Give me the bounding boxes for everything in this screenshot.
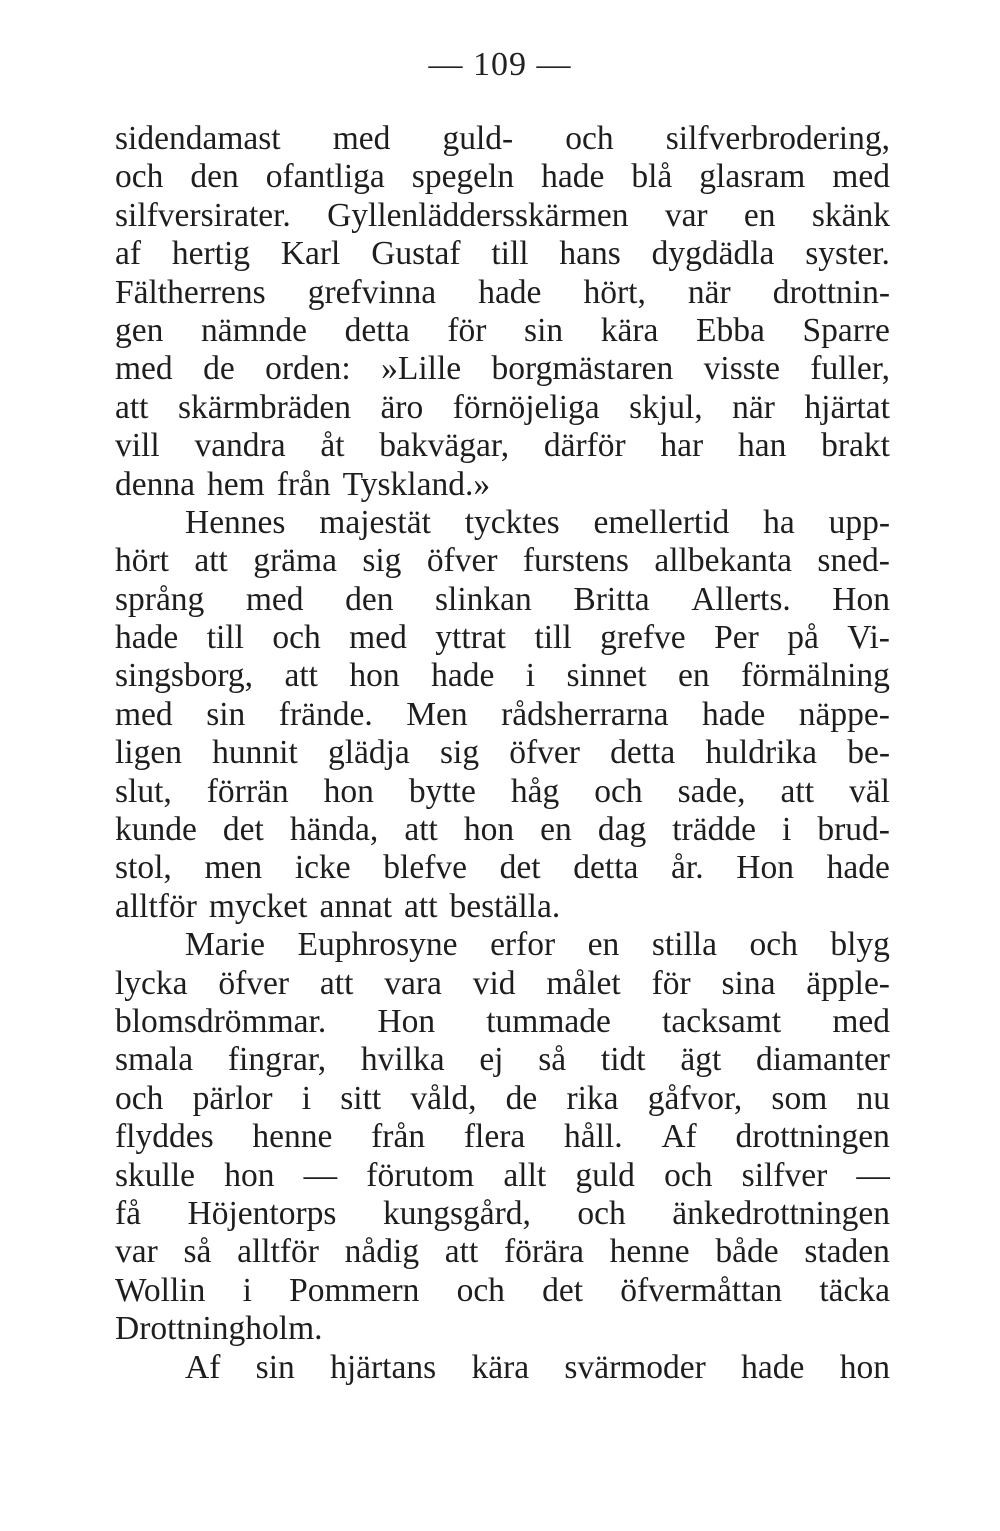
- word: hon: [463, 811, 515, 849]
- word: bytte: [408, 772, 476, 810]
- word: en: [587, 926, 620, 964]
- text-line: [115, 619, 890, 657]
- word: Britta: [573, 580, 650, 618]
- word: vandra: [194, 427, 286, 465]
- word: Gyllenläddersskärmen: [327, 196, 629, 234]
- word: det: [542, 1271, 584, 1309]
- word: flyddes: [115, 1118, 214, 1156]
- word: Marie: [185, 926, 265, 964]
- text-line: [115, 811, 890, 849]
- word: få: [115, 1194, 142, 1232]
- word: de: [203, 350, 235, 388]
- word: frände.: [278, 695, 373, 733]
- word: hade: [431, 657, 495, 695]
- word: öfvermåttan: [620, 1271, 783, 1309]
- word: rika: [566, 1079, 619, 1117]
- text-line: [115, 1195, 890, 1233]
- word: upp-: [828, 503, 890, 541]
- word: Höjentorps: [187, 1194, 337, 1232]
- word: alltför: [115, 887, 197, 925]
- word: dag: [597, 811, 647, 849]
- text-line: [115, 965, 890, 1003]
- word: från: [276, 465, 331, 503]
- word: gräma: [253, 542, 337, 580]
- word: denna: [115, 465, 195, 503]
- word: åt: [320, 427, 345, 465]
- word: hon: [349, 657, 400, 695]
- word: till: [206, 619, 244, 657]
- word: brud-: [817, 811, 890, 849]
- word: en: [743, 196, 776, 234]
- text-line: [115, 274, 890, 312]
- word: hade: [478, 273, 542, 311]
- text-line: [115, 773, 890, 811]
- text-line: [115, 235, 890, 273]
- word: ej: [479, 1041, 504, 1079]
- word: diamanter: [756, 1041, 890, 1079]
- word: och: [115, 158, 164, 196]
- text-line: [115, 849, 890, 887]
- word: på: [787, 619, 819, 657]
- word: slut,: [115, 772, 172, 810]
- word: när: [732, 388, 775, 426]
- word: drottnin-: [772, 273, 890, 311]
- word: och: [272, 619, 321, 657]
- word: silfverbrodering,: [665, 120, 890, 157]
- word: en: [540, 811, 572, 849]
- word: Af: [661, 1118, 697, 1156]
- word: Men: [406, 695, 468, 733]
- word: så: [538, 1041, 567, 1079]
- word: för: [651, 964, 691, 1002]
- word: öfver: [426, 542, 498, 580]
- word: Per: [714, 619, 759, 657]
- word: sinnet: [566, 657, 647, 695]
- word: öfver: [509, 734, 580, 772]
- word: sin: [255, 1348, 295, 1386]
- word: Pommern: [289, 1271, 420, 1309]
- word: nämnde: [200, 311, 308, 349]
- word: —: [303, 1156, 338, 1194]
- text-line: [115, 1041, 890, 1079]
- word: målet: [546, 964, 621, 1002]
- word: bakvägar,: [379, 427, 510, 465]
- text-line: [115, 926, 890, 964]
- text-line: [115, 350, 890, 388]
- word: att: [115, 388, 149, 426]
- page-number: — 109 —: [428, 46, 572, 83]
- word: för: [447, 311, 487, 349]
- word: nådig: [344, 1233, 420, 1271]
- word: tidt: [600, 1041, 646, 1079]
- word: håg: [510, 772, 560, 810]
- word: och: [577, 1194, 626, 1232]
- word: skänk: [811, 196, 890, 234]
- word: det: [499, 849, 541, 887]
- word: allt: [503, 1156, 547, 1194]
- word: glasram: [699, 158, 806, 196]
- word: Wollin: [115, 1271, 206, 1309]
- word: vid: [472, 964, 516, 1002]
- text-line: [115, 312, 890, 350]
- word: hvilka: [360, 1041, 445, 1079]
- word: stilla: [651, 926, 717, 964]
- word: visste: [703, 350, 780, 388]
- word: med: [115, 350, 173, 388]
- word: och: [664, 1156, 713, 1194]
- word: sig: [439, 734, 480, 772]
- word: att: [780, 772, 814, 810]
- word: Tyskland.»: [342, 465, 491, 503]
- word: gen: [115, 311, 164, 349]
- word: att: [284, 657, 318, 695]
- word: hade: [541, 158, 605, 196]
- word: och: [115, 1079, 164, 1117]
- text-line: [115, 1157, 890, 1195]
- word: flera: [463, 1118, 526, 1156]
- word: rådsherrarna: [501, 695, 669, 733]
- word: tycktes: [464, 503, 560, 541]
- word: drottningen: [735, 1118, 890, 1156]
- text-line: [115, 888, 890, 926]
- word: hade: [741, 1348, 805, 1386]
- text-line: [115, 197, 890, 235]
- word: med: [245, 580, 304, 618]
- word: silfversirater.: [115, 196, 291, 234]
- word: år.: [671, 849, 704, 887]
- word: stol,: [115, 849, 172, 887]
- word: och: [565, 120, 614, 157]
- word: hört: [115, 542, 169, 580]
- word: väl: [849, 772, 890, 810]
- text-line: [115, 1310, 890, 1348]
- word: blomsdrömmar.: [115, 1002, 327, 1040]
- word: hunnit: [212, 734, 298, 772]
- word: gåfvor,: [647, 1079, 743, 1117]
- word: svärmoder: [564, 1348, 706, 1386]
- word: Hon: [832, 580, 890, 618]
- word: håll.: [563, 1118, 623, 1156]
- word: blefve: [383, 849, 467, 887]
- word: detta: [573, 849, 639, 887]
- word: majestät: [319, 503, 431, 541]
- word: förutom: [366, 1156, 475, 1194]
- word: hört,: [583, 273, 646, 311]
- word: vill: [115, 427, 160, 465]
- word: nu: [856, 1079, 890, 1117]
- word: annat: [319, 887, 393, 925]
- word: hade: [115, 619, 179, 657]
- word: och: [749, 926, 798, 964]
- word: hon: [224, 1156, 275, 1194]
- word: med: [832, 1002, 890, 1040]
- word: orden:: [265, 350, 351, 388]
- word: som: [771, 1079, 828, 1117]
- word: de: [505, 1079, 538, 1117]
- word: hertig: [171, 235, 250, 273]
- word: hon: [323, 772, 374, 810]
- word: Karl: [280, 235, 341, 273]
- word: sidendamast: [115, 120, 281, 157]
- word: den: [190, 158, 239, 196]
- word: spegeln: [411, 158, 515, 196]
- word: skjul,: [629, 388, 703, 426]
- word: beställa.: [449, 887, 561, 925]
- word: hade: [826, 849, 890, 887]
- word: både: [715, 1233, 779, 1271]
- word: näppe-: [798, 695, 890, 733]
- text-line: [115, 657, 890, 695]
- word: till: [491, 235, 529, 273]
- word: syster.: [805, 235, 890, 273]
- text-line: [115, 427, 890, 465]
- word: när: [687, 273, 731, 311]
- text-line: [115, 734, 890, 772]
- word: så: [183, 1233, 212, 1271]
- word: med: [115, 695, 173, 733]
- word: därför: [543, 427, 626, 465]
- word: ofantliga: [265, 158, 385, 196]
- text-line: [115, 1080, 890, 1118]
- text-line: [115, 1003, 890, 1041]
- word: skärmbräden: [177, 388, 351, 426]
- word: till: [534, 619, 572, 657]
- word: Drottningholm.: [115, 1310, 323, 1348]
- word: brakt: [821, 427, 890, 465]
- word: var: [115, 1233, 158, 1271]
- word: fuller,: [810, 350, 890, 388]
- word: kära: [600, 311, 659, 349]
- word: af: [115, 235, 142, 273]
- word: förnöjeliga: [452, 388, 600, 426]
- word: hjärtans: [330, 1348, 437, 1386]
- word: singsborg,: [115, 657, 254, 695]
- word: grefvinna: [307, 273, 437, 311]
- word: henne: [609, 1233, 690, 1271]
- word: öfver: [218, 964, 290, 1002]
- word: den: [345, 580, 394, 618]
- word: Allerts.: [691, 580, 791, 618]
- word: Sparre: [802, 311, 890, 349]
- word: erfor: [490, 926, 556, 964]
- word: med: [832, 158, 890, 196]
- word: förrän: [206, 772, 289, 810]
- text-line: [115, 158, 890, 196]
- word: i: [242, 1271, 252, 1309]
- text-line: [115, 581, 890, 619]
- word: blyg: [830, 926, 890, 964]
- word: med: [349, 619, 407, 657]
- word: sin: [206, 695, 246, 733]
- word: grefve: [600, 619, 686, 657]
- word: förära: [503, 1233, 584, 1271]
- text-line: [115, 466, 890, 504]
- word: glädja: [327, 734, 410, 772]
- word: i: [301, 1079, 312, 1117]
- word: hans: [559, 235, 621, 273]
- word: att: [194, 542, 228, 580]
- word: staden: [804, 1233, 890, 1271]
- word: sitt: [340, 1079, 382, 1117]
- text-line: [115, 504, 890, 542]
- word: i: [525, 657, 536, 695]
- text-line: [115, 1349, 890, 1387]
- word: silfver: [741, 1156, 828, 1194]
- word: han: [737, 427, 787, 465]
- word: att: [444, 1233, 479, 1271]
- word: henne: [252, 1118, 333, 1156]
- word: det: [222, 811, 264, 849]
- word: men: [204, 849, 263, 887]
- word: och: [594, 772, 643, 810]
- word: detta: [610, 734, 676, 772]
- word: Hennes: [185, 503, 286, 541]
- word: med: [332, 120, 391, 157]
- text-line: [115, 542, 890, 580]
- word: icke: [294, 849, 351, 887]
- word: pärlor: [192, 1079, 273, 1117]
- word: huldrika: [705, 734, 818, 772]
- word: sned-: [817, 542, 890, 580]
- word: ligen: [115, 734, 182, 772]
- word: be-: [847, 734, 890, 772]
- word: —: [856, 1156, 890, 1194]
- word: tacksamt: [662, 1002, 782, 1040]
- word: vara: [384, 964, 442, 1002]
- word: sina: [721, 964, 776, 1002]
- word: Ebba: [696, 311, 765, 349]
- word: allbekanta: [654, 542, 793, 580]
- word: detta: [344, 311, 410, 349]
- word: en: [678, 657, 710, 695]
- word: täcka: [819, 1271, 890, 1309]
- word: Fältherrens: [115, 273, 266, 311]
- word: ha: [763, 503, 795, 541]
- word: emellertid: [593, 503, 730, 541]
- word: tummade: [486, 1002, 611, 1040]
- word: var: [664, 196, 708, 234]
- text-line: [115, 389, 890, 427]
- word: alltför: [237, 1233, 319, 1271]
- word: språng: [115, 580, 205, 618]
- text-line: [115, 1272, 890, 1310]
- word: hon: [839, 1348, 890, 1386]
- word: guld: [575, 1156, 635, 1194]
- word: furstens: [522, 542, 629, 580]
- word: att: [404, 887, 438, 925]
- text-line: [115, 696, 890, 734]
- word: och: [456, 1271, 505, 1309]
- word: trädde: [672, 811, 756, 849]
- word: Hon: [736, 849, 794, 887]
- word: hända,: [289, 811, 379, 849]
- word: »Lille: [381, 350, 462, 388]
- word: fingrar,: [227, 1041, 327, 1079]
- word: våld,: [410, 1079, 477, 1117]
- word: hem: [207, 465, 265, 503]
- word: kunde: [115, 811, 197, 849]
- word: kungsgård,: [382, 1194, 531, 1232]
- word: änkedrottningen: [672, 1194, 890, 1232]
- text-line: [115, 1118, 890, 1156]
- word: i: [782, 811, 792, 849]
- word: skulle: [115, 1156, 196, 1194]
- word: hade: [702, 695, 766, 733]
- word: kära: [471, 1348, 530, 1386]
- word: har: [660, 427, 704, 465]
- word: slinkan: [435, 580, 532, 618]
- word: att: [319, 964, 354, 1002]
- word: hjärtat: [804, 388, 890, 426]
- word: blå: [631, 158, 673, 196]
- text-line: [115, 1233, 890, 1271]
- word: yttrat: [435, 619, 506, 657]
- body-text: [115, 120, 890, 1387]
- word: sig: [362, 542, 402, 580]
- word: mycket: [208, 887, 308, 925]
- word: ägt: [680, 1041, 722, 1079]
- word: sade,: [677, 772, 746, 810]
- word: guld-: [442, 120, 514, 157]
- word: dygdädla: [651, 235, 775, 273]
- word: Vi-: [847, 619, 890, 657]
- word: borgmästaren: [491, 350, 674, 388]
- word: Hon: [377, 1002, 436, 1040]
- word: äpple-: [806, 964, 890, 1002]
- word: från: [371, 1118, 426, 1156]
- word: sin: [524, 311, 564, 349]
- word: Af: [185, 1348, 221, 1386]
- word: Gustaf: [371, 235, 461, 273]
- text-line: [115, 120, 890, 158]
- word: förmälning: [741, 657, 890, 695]
- word: Euphrosyne: [297, 926, 458, 964]
- word: lycka: [115, 964, 188, 1002]
- word: smala: [115, 1041, 194, 1079]
- word: äro: [380, 388, 424, 426]
- word: att: [404, 811, 438, 849]
